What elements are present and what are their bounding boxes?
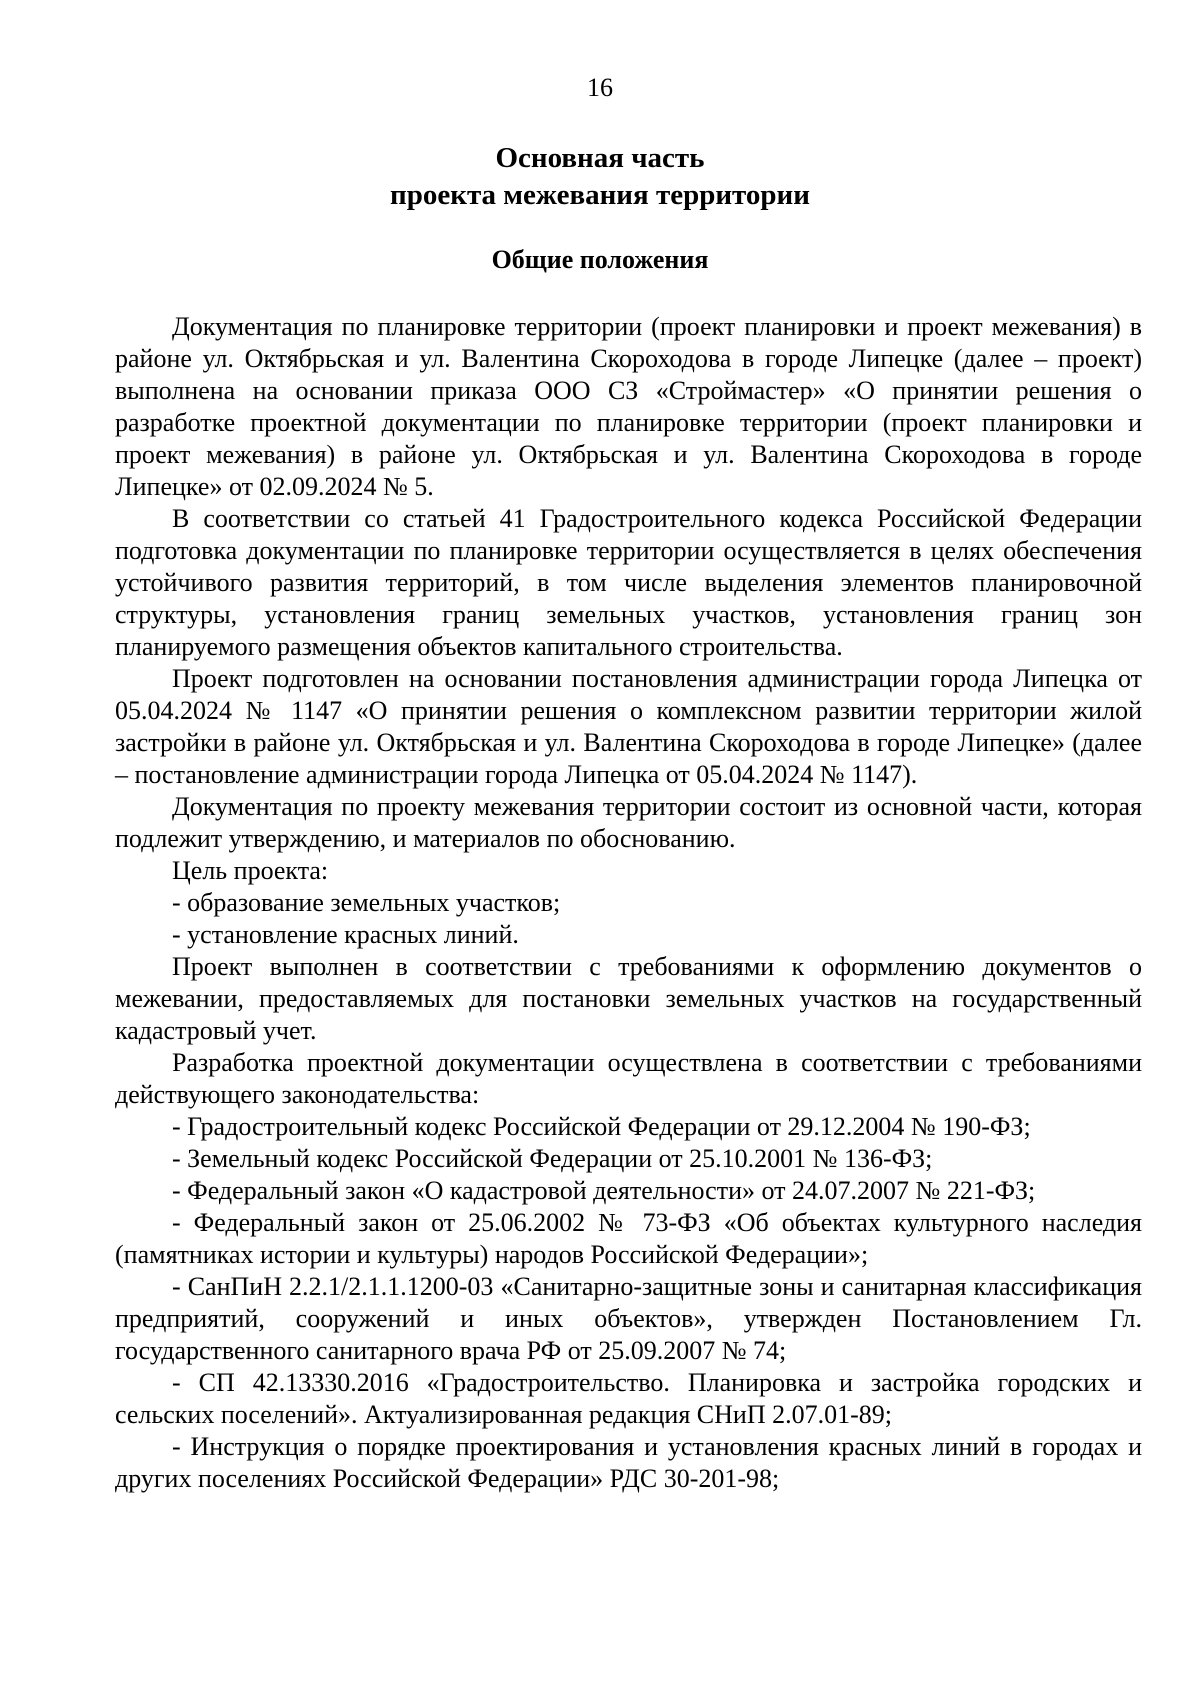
- document-body: [115, 311, 1142, 1495]
- paragraph-goal-heading: Цель проекта:: [172, 856, 329, 885]
- list-item-goal-1: - образование земельных участков;: [172, 888, 561, 917]
- list-item-law-6: - СП 42.13330.2016 «Градостроительство. Планировка и застройка городских и сельских поселений». Актуализированная редакция СНиП 2.07.01-89;: [115, 1368, 1142, 1429]
- page-number: 16: [587, 73, 613, 102]
- document-title-line-1: Основная часть: [495, 142, 705, 174]
- paragraph-requirements: Проект выполнен в соответствии с требованиями к оформлению документов о межевании, предоставляемых для постановки земельных участков на государственный кадастровый учет.: [115, 952, 1142, 1045]
- paragraph-basis: Документация по планировке территории (проект планировки и проект межевания) в районе ул. Октябрьская и ул. Валентина Скороходова в городе Липецке (далее – проект) выполнена на основании приказа ООО СЗ «Строймастер» «О принятии решения о разработке проектной документации по планировке территории (проект планировки и проект межевания) в районе ул. Октябрьская и ул. Валентина Скороходова в городе Липецке» от 02.09.2024 № 5.: [115, 312, 1142, 501]
- list-item-law-7: - Инструкция о порядке проектирования и установления красных линий в городах и других поселениях Российской Федерации» РДС 30-201-98;: [115, 1432, 1142, 1493]
- document-title-line-2: проекта межевания территории: [390, 179, 810, 211]
- list-item-law-2: - Земельный кодекс Российской Федерации от 25.10.2001 № 136-ФЗ;: [172, 1144, 933, 1173]
- section-heading: Общие положения: [491, 245, 709, 274]
- list-item-law-4: - Федеральный закон от 25.06.2002 № 73-ФЗ «Об объектах культурного наследия (памятниках истории и культуры) народов Российской Федерации»;: [115, 1208, 1142, 1269]
- paragraph-article-41: В соответствии со статьей 41 Градостроительного кодекса Российской Федерации подготовка документации по планировке территории осуществляется в целях обеспечения устойчивого развития территорий, в том числе выделения элементов планировочной структуры, установления границ земельных участков, установления границ зон планируемого размещения объектов капитального строительства.: [115, 504, 1142, 661]
- list-item-law-3: - Федеральный закон «О кадастровой деятельности» от 24.07.2007 № 221-ФЗ;: [172, 1176, 1036, 1205]
- document-title: [0, 140, 1200, 214]
- list-item-law-5: - СанПиН 2.2.1/2.1.1.1200-03 «Санитарно-защитные зоны и санитарная классификация предприятий, сооружений и иных объектов», утвержден Постановлением Гл. государственного санитарного врача РФ от 25.09.2007 № 74;: [115, 1272, 1142, 1365]
- paragraph-legislation: Разработка проектной документации осуществлена в соответствии с требованиями действующего законодательства:: [115, 1048, 1142, 1109]
- paragraph-resolution: Проект подготовлен на основании постановления администрации города Липецка от 05.04.2024 № 1147 «О принятии решения о комплексном развитии территории жилой застройки в районе ул. Октябрьская и ул. Валентина Скороходова в городе Липецке» (далее – постановление администрации города Липецка от 05.04.2024 № 1147).: [115, 664, 1142, 789]
- list-item-goal-2: - установление красных линий.: [172, 920, 519, 949]
- list-item-law-1: - Градостроительный кодекс Российской Федерации от 29.12.2004 № 190-ФЗ;: [172, 1112, 1031, 1141]
- paragraph-composition: Документация по проекту межевания территории состоит из основной части, которая подлежит утверждению, и материалов по обоснованию.: [115, 792, 1142, 853]
